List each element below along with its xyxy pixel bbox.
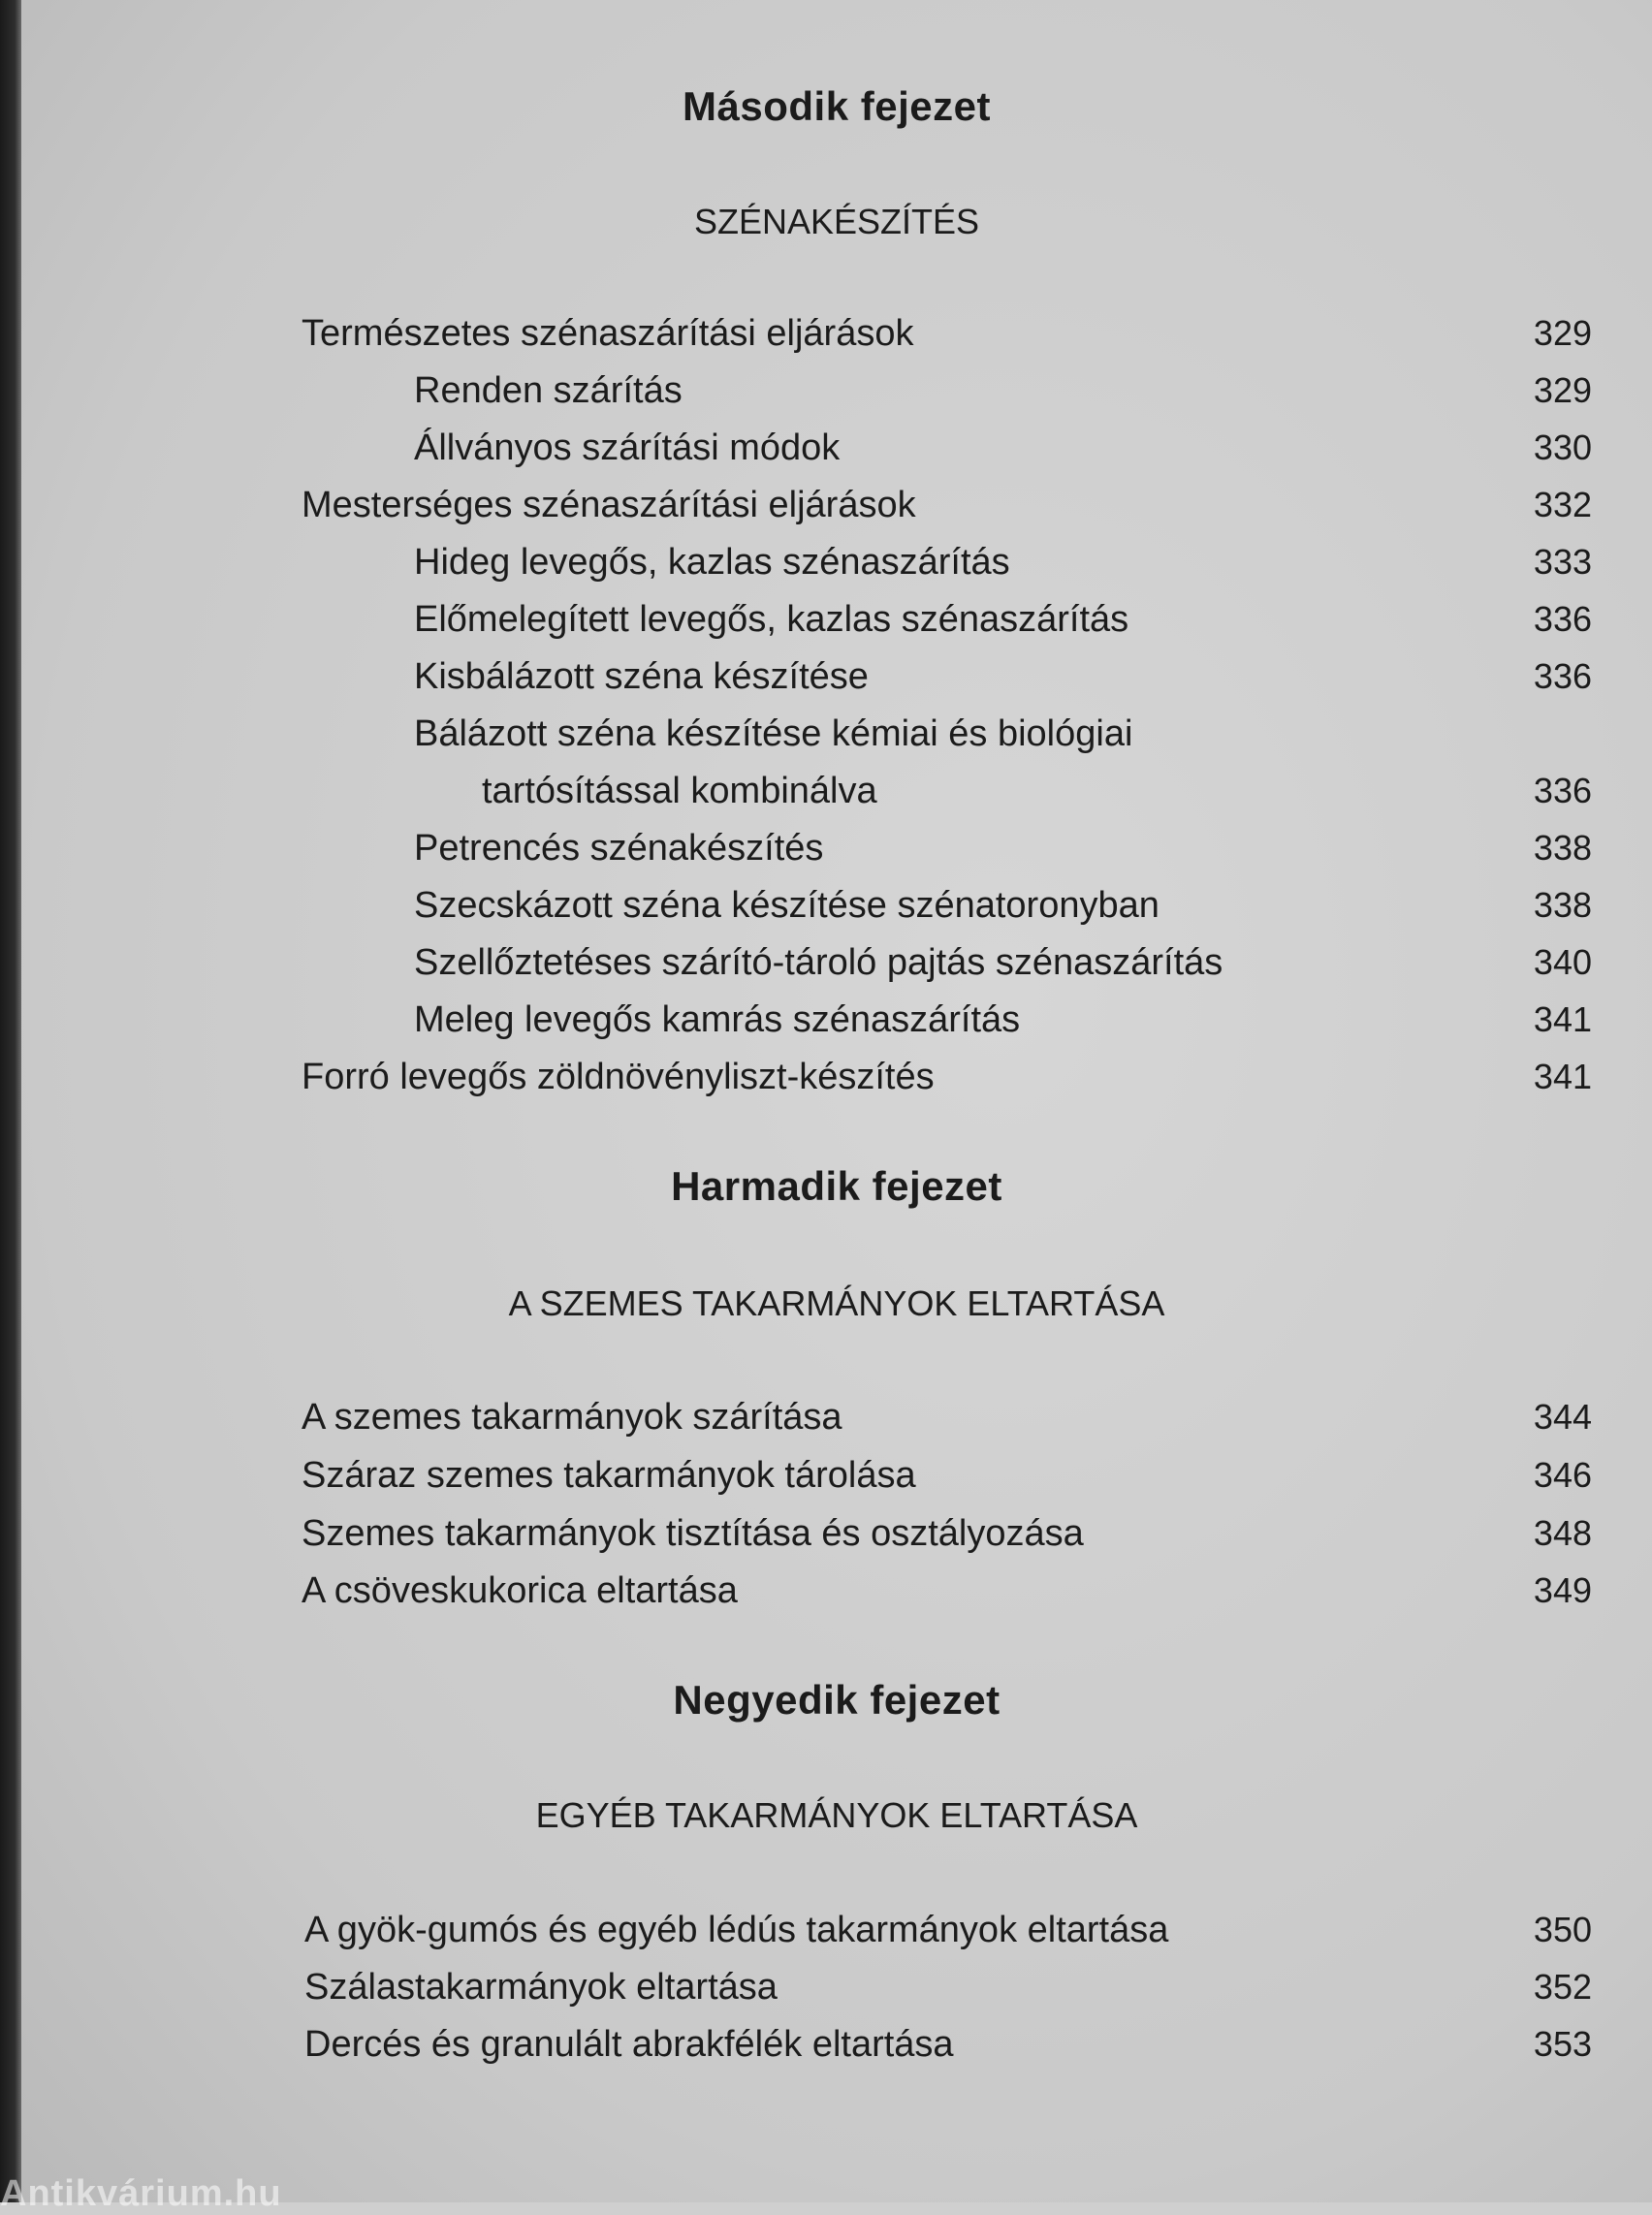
toc-entry-title: Meleg levegős kamrás szénaszárítás xyxy=(414,999,1021,1040)
toc-entry[interactable] xyxy=(21,427,1652,476)
toc-entry[interactable] xyxy=(21,1057,1652,1105)
toc-entry-page: 349 xyxy=(1533,1570,1592,1610)
toc-entry-page: 350 xyxy=(1533,1910,1592,1949)
toc-entry-page: 348 xyxy=(1533,1513,1592,1553)
toc-entry-page: 333 xyxy=(1533,542,1592,582)
toc-entry-page: 336 xyxy=(1533,599,1592,639)
toc-entry[interactable] xyxy=(21,485,1652,533)
toc-entry-page: 341 xyxy=(1533,999,1592,1039)
section-title: A SZEMES TAKARMÁNYOK ELTARTÁSA xyxy=(508,1283,1165,1323)
toc-entry-page: 344 xyxy=(1533,1397,1592,1437)
toc-entry[interactable] xyxy=(21,828,1652,876)
toc-entry-page: 353 xyxy=(1533,2024,1592,2064)
toc-entry[interactable] xyxy=(21,542,1652,590)
toc-entry-page: 336 xyxy=(1533,656,1592,696)
toc-entry-title: Dercés és granulált abrakfélék eltartása xyxy=(304,2024,954,2065)
toc-entry[interactable] xyxy=(21,942,1652,991)
toc-entry-page: 329 xyxy=(1533,370,1592,410)
toc-entry-title: Szemes takarmányok tisztítása és osztályozása xyxy=(302,1513,1084,1554)
book-page xyxy=(21,0,1652,2202)
toc-entry-title: Bálázott széna készítése kémiai és biológiai xyxy=(414,713,1133,754)
toc-entry[interactable] xyxy=(21,1910,1652,1958)
toc-entry-title: Forró levegős zöldnövényliszt-készítés xyxy=(302,1057,935,1097)
section-title: SZÉNAKÉSZÍTÉS xyxy=(693,202,980,241)
chapter-title: Negyedik fejezet xyxy=(673,1677,1001,1723)
toc-entry[interactable] xyxy=(21,771,1652,819)
section-title: EGYÉB TAKARMÁNYOK ELTARTÁSA xyxy=(535,1795,1138,1835)
toc-entry-page: 329 xyxy=(1533,313,1592,353)
toc-entry-title: Kisbálázott széna készítése xyxy=(414,656,869,697)
toc-entry-page: 352 xyxy=(1533,1967,1592,2007)
toc-entry-page: 341 xyxy=(1533,1057,1592,1096)
toc-entry[interactable] xyxy=(21,1570,1652,1619)
toc-entry[interactable] xyxy=(21,2024,1652,2073)
toc-entry[interactable] xyxy=(21,313,1652,362)
toc-entry-page: 338 xyxy=(1533,828,1592,868)
toc-entry-title: Mesterséges szénaszárítási eljárások xyxy=(302,485,916,525)
toc-entry-page: 336 xyxy=(1533,771,1592,810)
book-spine xyxy=(0,0,21,2202)
toc-entry[interactable] xyxy=(21,999,1652,1048)
watermark: Antikvárium.hu xyxy=(0,2173,282,2214)
toc-entry-title: Száraz szemes takarmányok tárolása xyxy=(302,1455,916,1496)
toc-entry[interactable] xyxy=(21,885,1652,933)
toc-entry-title: A gyök-gumós és egyéb lédús takarmányok eltartása xyxy=(304,1910,1169,1950)
toc-entry-page: 340 xyxy=(1533,942,1592,982)
toc-entry[interactable] xyxy=(21,599,1652,648)
toc-entry-page: 332 xyxy=(1533,485,1592,524)
toc-entry[interactable] xyxy=(21,713,1652,762)
toc-entry-page: 338 xyxy=(1533,885,1592,925)
toc-entry[interactable] xyxy=(21,1455,1652,1503)
chapter-title: Harmadik fejezet xyxy=(671,1163,1002,1209)
toc-entry-title: Előmelegített levegős, kazlas szénaszárítás xyxy=(414,599,1129,640)
toc-entry[interactable] xyxy=(21,1397,1652,1445)
toc-entry[interactable] xyxy=(21,370,1652,419)
chapter-title: Második fejezet xyxy=(683,83,991,129)
toc-entry[interactable] xyxy=(21,1967,1652,2015)
toc-entry-title: A csöveskukorica eltartása xyxy=(302,1570,738,1611)
toc-entry-title: Petrencés szénakészítés xyxy=(414,828,824,869)
toc-entry-title: Szellőztetéses szárító-tároló pajtás szénaszárítás xyxy=(414,942,1223,983)
toc-entry-title: Szecskázott széna készítése szénatoronyban xyxy=(414,885,1160,926)
toc-entry-title: Hideg levegős, kazlas szénaszárítás xyxy=(414,542,1010,583)
toc-entry-title: A szemes takarmányok szárítása xyxy=(302,1397,842,1438)
toc-entry-title: Állványos szárítási módok xyxy=(414,427,841,468)
toc-entry-title: Szálastakarmányok eltartása xyxy=(304,1967,778,2008)
toc-entry-page: 346 xyxy=(1533,1455,1592,1495)
toc-entry[interactable] xyxy=(21,1513,1652,1562)
toc-entry-title: Természetes szénaszárítási eljárások xyxy=(302,313,914,354)
toc-entry-page: 330 xyxy=(1533,427,1592,467)
toc-entry-title: Renden szárítás xyxy=(414,370,683,411)
toc-entry-title: tartósítással kombinálva xyxy=(482,771,877,811)
toc-entry[interactable] xyxy=(21,656,1652,705)
